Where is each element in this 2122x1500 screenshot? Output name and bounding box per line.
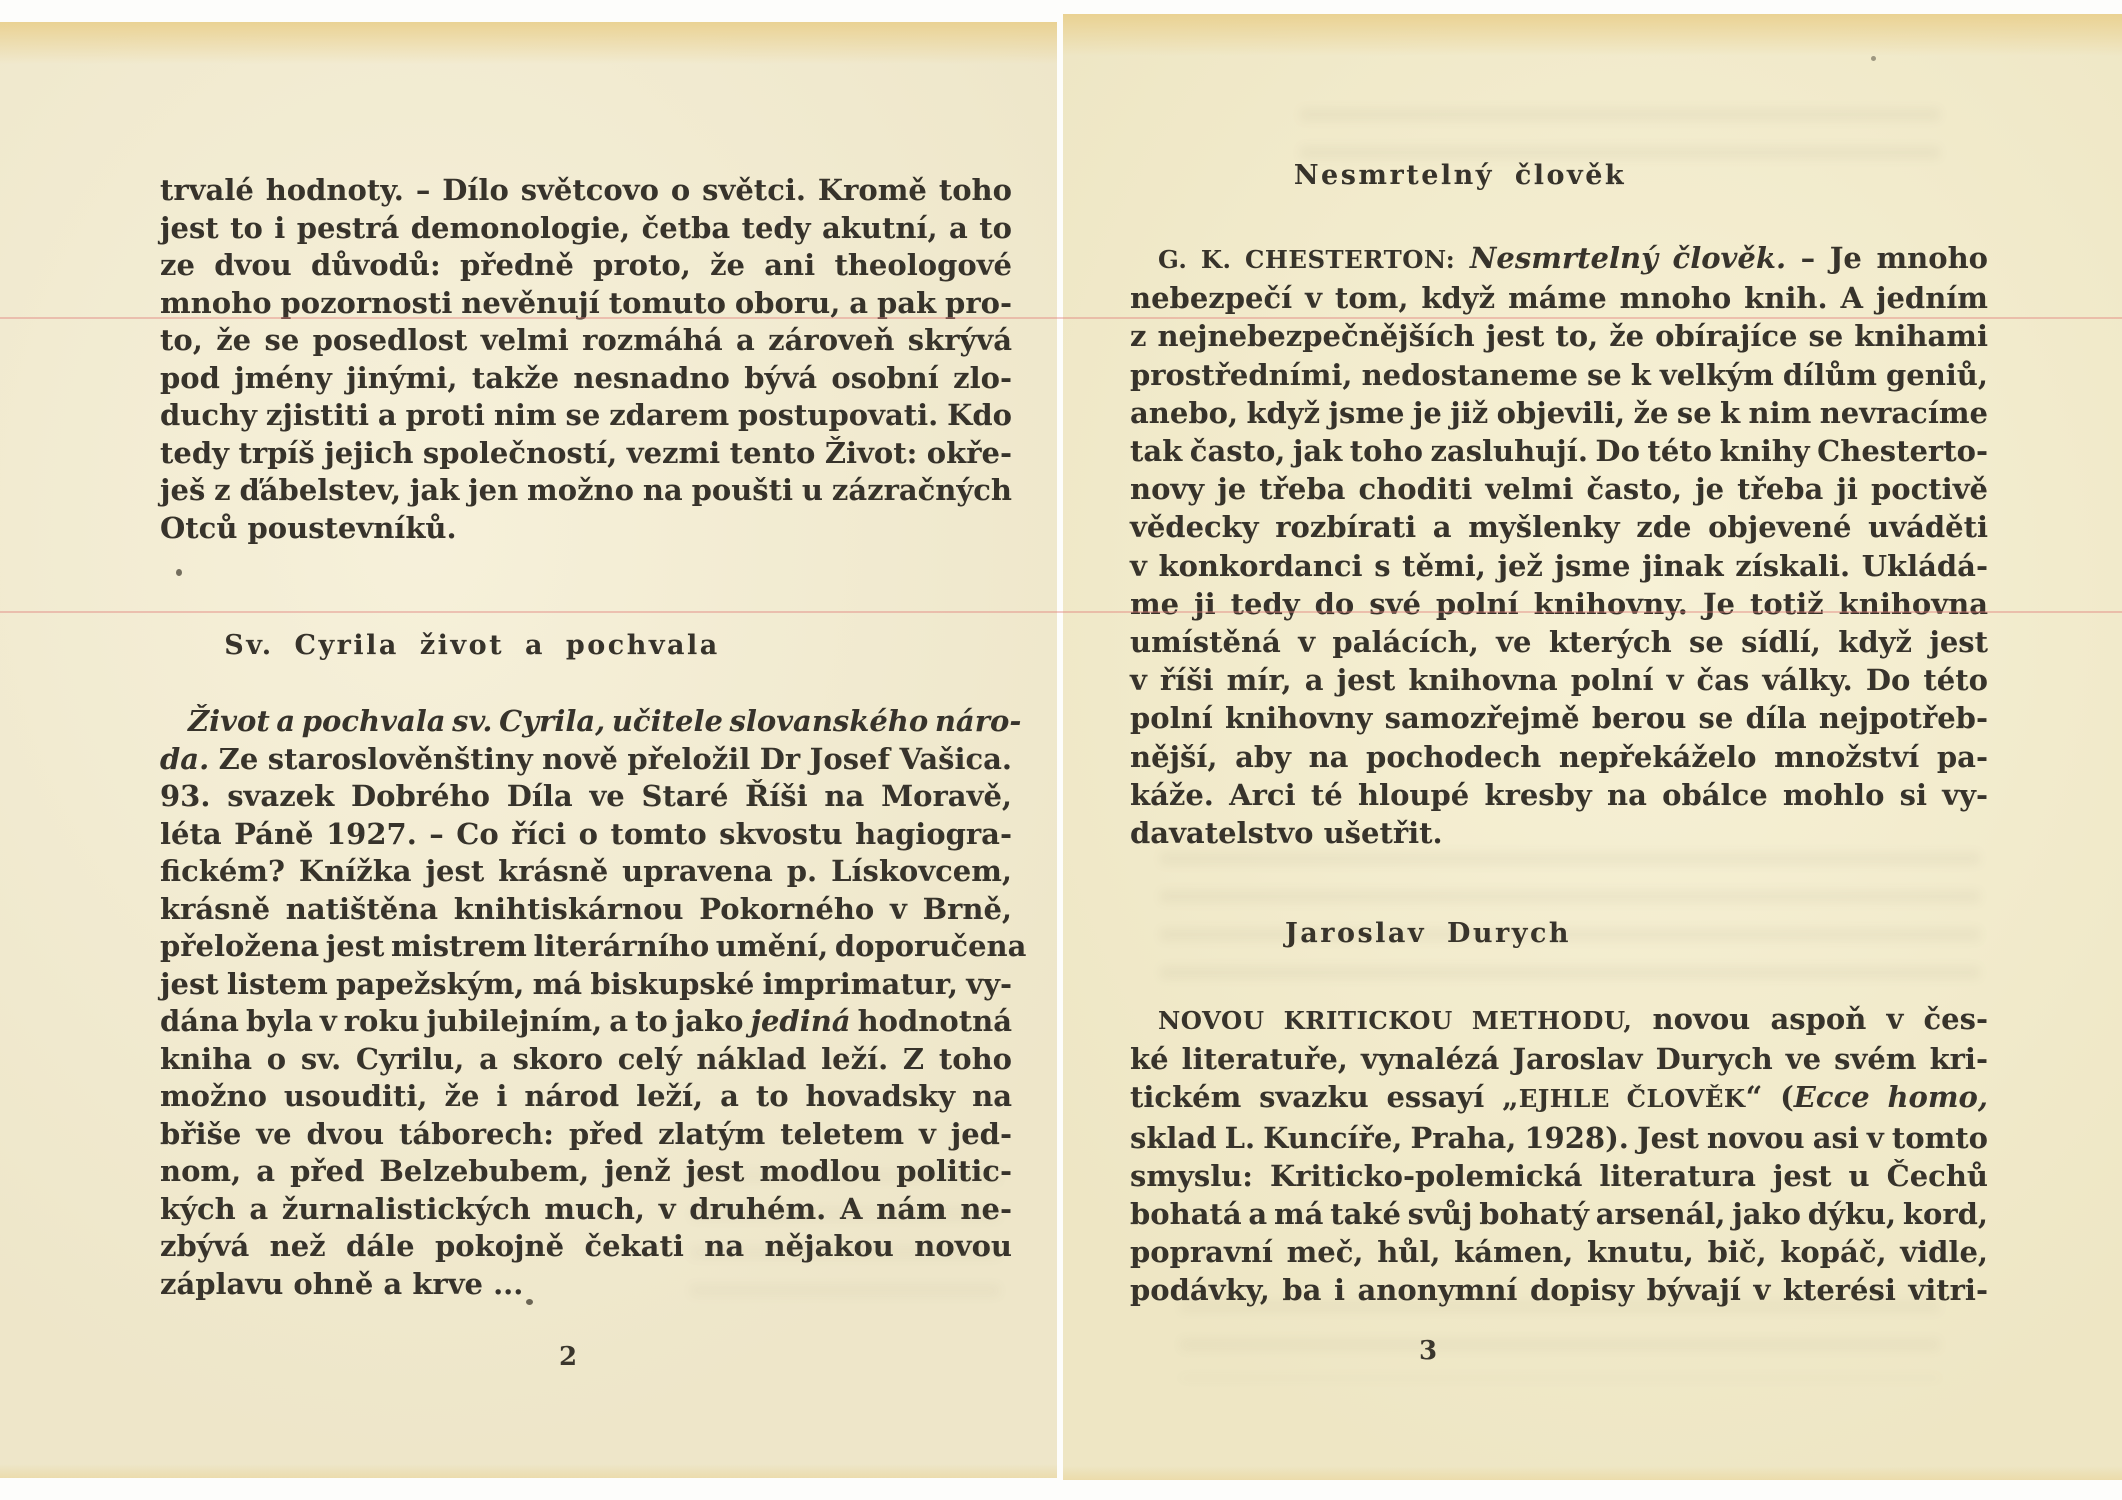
text-line: mnoho pozornosti nevěnují tomuto oboru, a pak pro- (160, 285, 1012, 320)
text-line: Otců poustevníků. (160, 510, 457, 545)
text-line: sklad L. Kuncíře, Praha, 1928). Jest novou asi v tomto (1130, 1120, 1988, 1155)
left-page-number: 2 (558, 1342, 578, 1372)
text-line: nější, aby na pochodech nepřekáželo množství pa- (1130, 739, 1988, 774)
left-paragraph-continuation (160, 172, 1012, 547)
text-line: tedy trpíš jejich společností, vezmi tento Život: okře- (160, 435, 1012, 470)
text-line: léta Páně 1927. – Co říci o tomto skvostu hagiogra- (160, 816, 1012, 851)
text-line: v říši mír, a jest knihovna polní v čas války. Do této (1130, 663, 1988, 698)
right-paragraph-durych (1130, 1000, 1988, 1310)
text-line: bohatá a má také svůj bohatý arsenál, jako dýku, kord, (1130, 1197, 1988, 1232)
text-line: prostředními, nedostaneme se k velkým dílům geniů, (1130, 357, 1988, 392)
text-line: novy je třeba choditi velmi často, je třeba ji poctivě (1130, 472, 1988, 507)
text-line: 93. svazek Dobrého Díla ve Staré Říši na Moravě, (160, 779, 1012, 813)
text-line: nebezpečí v tom, když máme mnoho knih. A jedním (1130, 281, 1988, 316)
text-line: duchy zjistiti a proti nim se zdarem postupovati. Kdo (160, 398, 1012, 432)
text-line: možno usouditi, že i národ leží, a to hovadsky na (160, 1079, 1012, 1113)
text-line: popravní meč, hůl, kámen, knutu, bič, kopáč, vidle, (1130, 1235, 1988, 1270)
text-line: zbývá než dále pokojně čekati na nějakou novou (160, 1229, 1012, 1263)
text-line: da. Ze staroslověnštiny nově přeložil Dr Josef Vašica. (160, 741, 1012, 776)
text-line: NOVOU KRITICKOU METHODU, novou aspoň v čes- (1158, 1002, 1988, 1036)
text-line: přeložena jest mistrem literárního umění, doporučena (160, 929, 1027, 963)
text-line: ze dvou důvodů: předně proto, že ani theologové (160, 248, 1012, 282)
text-line: káže. Arci té hloupé kresby na obálce mohlo si vy- (1130, 777, 1988, 812)
text-line: smyslu: Kriticko-polemická literatura jest u Čechů (1130, 1158, 1988, 1193)
text-line: G. K. CHESTERTON: Nesmrtelný člověk. – Je mnoho (1158, 241, 1988, 275)
text-line: me ji tedy do své polní knihovny. Je totiž knihovna (1130, 586, 1988, 621)
text-line: pod jmény jinými, takže nesnadno bývá osobní zlo- (160, 360, 1012, 395)
right-paragraph-chesterton (1130, 239, 1988, 852)
text-line: ješ z ďábelstev, jak jen možno na poušti u zázračných (160, 473, 1012, 507)
text-line: tak často, jak toho zasluhují. Do této knihy Chesterto- (1130, 434, 1988, 469)
text-line: anebo, když jsme je již objevili, že se k nim nevracíme (1130, 395, 1988, 430)
text-line: umístěná v palácích, ve kterých se sídlí, když jest (1130, 625, 1988, 660)
right-page-number: 3 (1418, 1336, 1438, 1366)
text-line: tickém svazku essayí „EJHLE ČLOVĚK“ (Ecce homo, (1130, 1080, 1988, 1115)
left-paragraph-review (160, 703, 1027, 1303)
text-line: Život a pochvala sv. Cyrila, učitele slovanského náro- (188, 704, 1022, 738)
right-title-heading: Nesmrtelný člověk (1293, 160, 1627, 191)
text-line: fickém? Knížka jest krásně upravena p. Lískovcem, (160, 854, 1012, 888)
text-line: kniha o sv. Cyrilu, a skoro celý náklad leží. Z toho (160, 1041, 1012, 1076)
text-line: ké literatuře, vynalézá Jaroslav Durych ve svém kri- (1130, 1042, 1988, 1077)
text-line: břiše ve dvou táborech: před zlatým teletem v jed- (160, 1116, 1012, 1151)
left-section-heading: Sv. Cyrila život a pochvala (224, 630, 720, 661)
text-line: kých a žurnalistických much, v druhém. A nám ne- (160, 1191, 1012, 1226)
text-line: davatelstvo ušetřit. (1130, 816, 1443, 851)
text-line: záplavu ohně a krve ... (160, 1266, 524, 1301)
text-line: jest to i pestrá demonologie, četba tedy akutní, a to (160, 210, 1012, 245)
right-author-heading: Jaroslav Durych (1284, 918, 1572, 949)
text-line: nom, a před Belzebubem, jenž jest modlou politic- (160, 1154, 1012, 1188)
text-line: jest listem papežským, má biskupské imprimatur, vy- (160, 966, 1012, 1001)
text-line: podávky, ba i anonymní dopisy bývají v kterési vitri- (1130, 1273, 1988, 1308)
text-line: polní knihovny samozřejmě berou se díla nejpotřeb- (1130, 701, 1988, 736)
text-line: trvalé hodnoty. – Dílo světcovo o světci. Kromě toho (160, 173, 1012, 207)
text-line: z nejnebezpečnějších jest to, že obírajíce se knihami (1130, 319, 1988, 354)
text-line: krásně natištěna knihtiskárnou Pokorného v Brně, (160, 891, 1012, 926)
text-line: dána byla v roku jubilejním, a to jako jediná hodnotná (160, 1004, 1012, 1038)
text-line: v konkordanci s těmi, jež jsme jinak získali. Ukládá- (1130, 548, 1988, 583)
text-line: to, že se posedlost velmi rozmáhá a zároveň skrývá (160, 323, 1012, 357)
text-line: vědecky rozbírati a myšlenky zde objevené uváděti (1130, 510, 1988, 545)
